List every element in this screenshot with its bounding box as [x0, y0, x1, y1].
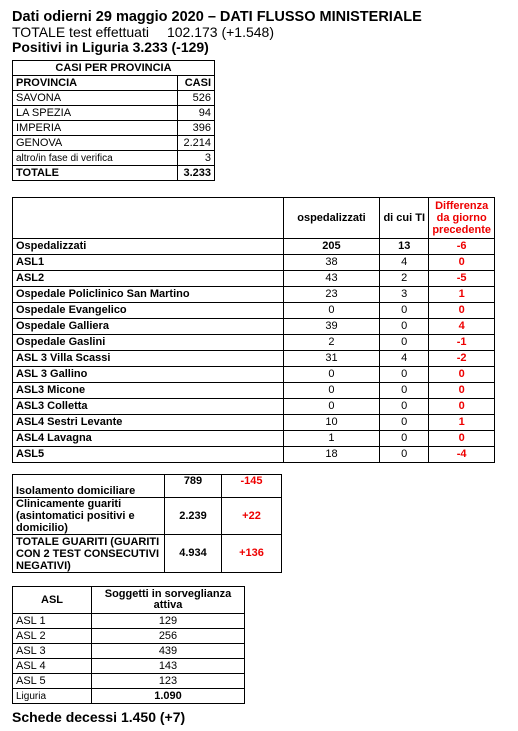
- hospitalized-value: 31: [283, 351, 379, 367]
- table-row: [13, 674, 245, 689]
- diff-value: 0: [429, 303, 495, 319]
- tests-value: 102.173 (+1.548): [166, 24, 274, 40]
- table-row: [13, 136, 215, 151]
- hospitalized-value: 1: [283, 431, 379, 447]
- icu-value: 0: [380, 383, 429, 399]
- diff-value: 4: [429, 319, 495, 335]
- province-name: altro/in fase di verifica: [13, 151, 178, 166]
- table-row-total: [13, 689, 245, 704]
- hospitalized-value: 205: [283, 239, 379, 255]
- hospitalized-value: 0: [283, 367, 379, 383]
- recovered-clinical-label: Clinicamente guariti (asintomatici positivi e domicilio): [13, 498, 165, 535]
- asl-name: ASL 2: [13, 629, 92, 644]
- table-row: [13, 91, 215, 106]
- hospital-name: ASL4 Lavagna: [13, 431, 284, 447]
- icu-value: 0: [380, 367, 429, 383]
- hospital-name-col-header: [13, 198, 284, 239]
- icu-col-header: di cui TI: [380, 198, 429, 239]
- hospital-name: Ospedalizzati: [13, 239, 284, 255]
- hospitalized-value: 39: [283, 319, 379, 335]
- hospitalized-value: 0: [283, 399, 379, 415]
- table-row: [13, 629, 245, 644]
- table-row: [13, 106, 215, 121]
- table-row: [13, 431, 495, 447]
- hospitalized-value: 0: [283, 383, 379, 399]
- diff-value: 0: [429, 399, 495, 415]
- hospital-table: [12, 197, 495, 463]
- province-cases: 3: [178, 151, 215, 166]
- positives-summary: Positivi in Liguria 3.233 (-129): [12, 39, 209, 55]
- hospitalized-value: 2: [283, 335, 379, 351]
- hospital-name: ASL 3 Villa Scassi: [13, 351, 284, 367]
- icu-value: 0: [380, 335, 429, 351]
- hospitalized-value: 18: [283, 447, 379, 463]
- table-row: [13, 287, 495, 303]
- tests-label: TOTALE test effettuati: [12, 24, 149, 40]
- table-row: [13, 319, 495, 335]
- page-title: Dati odierni 29 maggio 2020 – DATI FLUSSO MINISTERIALE: [12, 9, 422, 25]
- table-row: [13, 614, 245, 629]
- province-table: [12, 60, 215, 181]
- diff-value: 0: [429, 431, 495, 447]
- hospital-name: Ospedale Evangelico: [13, 303, 284, 319]
- isolation-diff: -145: [222, 475, 282, 498]
- table-row: [13, 151, 215, 166]
- table-row: [13, 659, 245, 674]
- recovered-clinical-value: 2.239: [165, 498, 222, 535]
- surveillance-col-header: Soggetti in sorveglianza attiva: [92, 587, 245, 614]
- table-row: [13, 383, 495, 399]
- icu-value: 2: [380, 271, 429, 287]
- diff-value: -1: [429, 335, 495, 351]
- province-cases: 526: [178, 91, 215, 106]
- table-row: [13, 121, 215, 136]
- hospital-name: ASL3 Colletta: [13, 399, 284, 415]
- diff-value: 0: [429, 383, 495, 399]
- hospital-name: ASL5: [13, 447, 284, 463]
- diff-value: 1: [429, 415, 495, 431]
- icu-value: 0: [380, 415, 429, 431]
- table-row: [13, 367, 495, 383]
- table-row: [13, 271, 495, 287]
- asl-name: ASL 3: [13, 644, 92, 659]
- table-row-total: [13, 166, 215, 181]
- table-row: [13, 351, 495, 367]
- diff-col-header: Differenza da giorno precedente: [429, 198, 495, 239]
- province-name: LA SPEZIA: [13, 106, 178, 121]
- diff-value: -2: [429, 351, 495, 367]
- hospital-name: ASL4 Sestri Levante: [13, 415, 284, 431]
- recovered-clinical-diff: +22: [222, 498, 282, 535]
- asl-value: 143: [92, 659, 245, 674]
- asl-col-header: ASL: [13, 587, 92, 614]
- table-row: [13, 447, 495, 463]
- diff-value: -4: [429, 447, 495, 463]
- hospital-name: Ospedale Policlinico San Martino: [13, 287, 284, 303]
- table-row: [13, 255, 495, 271]
- asl-value: 123: [92, 674, 245, 689]
- table-row: [13, 415, 495, 431]
- total-recovered-label: TOTALE GUARITI (GUARITI CON 2 TEST CONSECUTIVI NEGATIVI): [13, 535, 165, 573]
- icu-value: 0: [380, 399, 429, 415]
- surveillance-table: [12, 586, 245, 704]
- tests-summary: [12, 24, 274, 40]
- icu-value: 4: [380, 351, 429, 367]
- icu-value: 0: [380, 447, 429, 463]
- asl-value: 439: [92, 644, 245, 659]
- table-row: [13, 303, 495, 319]
- province-table-title: CASI PER PROVINCIA: [13, 61, 215, 76]
- asl-value: 129: [92, 614, 245, 629]
- icu-value: 3: [380, 287, 429, 303]
- deaths-summary: Schede decessi 1.450 (+7): [12, 709, 186, 725]
- total-recovered-diff: +136: [222, 535, 282, 573]
- diff-value: -5: [429, 271, 495, 287]
- province-total-value: 3.233: [178, 166, 215, 181]
- cases-col-header: CASI: [178, 76, 215, 91]
- diff-value: 0: [429, 367, 495, 383]
- asl-value: 256: [92, 629, 245, 644]
- icu-value: 4: [380, 255, 429, 271]
- hospital-name: Ospedale Galliera: [13, 319, 284, 335]
- diff-value: 0: [429, 255, 495, 271]
- table-row: [13, 535, 282, 573]
- hospital-name: ASL2: [13, 271, 284, 287]
- diff-value: -6: [429, 239, 495, 255]
- icu-value: 0: [380, 303, 429, 319]
- province-name: IMPERIA: [13, 121, 178, 136]
- table-row: [13, 239, 495, 255]
- hospital-name: ASL 3 Gallino: [13, 367, 284, 383]
- province-name: SAVONA: [13, 91, 178, 106]
- hospitalized-value: 23: [283, 287, 379, 303]
- hospital-name: Ospedale Gaslini: [13, 335, 284, 351]
- province-total-label: TOTALE: [13, 166, 178, 181]
- province-cases: 396: [178, 121, 215, 136]
- province-col-header: PROVINCIA: [13, 76, 178, 91]
- diff-value: 1: [429, 287, 495, 303]
- isolation-label: Isolamento domiciliare: [13, 475, 165, 498]
- province-name: GENOVA: [13, 136, 178, 151]
- province-cases: 2.214: [178, 136, 215, 151]
- asl-name: ASL 4: [13, 659, 92, 674]
- asl-name: ASL 5: [13, 674, 92, 689]
- hospital-name: ASL1: [13, 255, 284, 271]
- hospitalized-col-header: ospedalizzati: [283, 198, 379, 239]
- total-recovered-value: 4.934: [165, 535, 222, 573]
- asl-name: ASL 1: [13, 614, 92, 629]
- asl-total-label: Liguria: [13, 689, 92, 704]
- hospitalized-value: 38: [283, 255, 379, 271]
- isolation-value: 789: [165, 475, 222, 498]
- asl-total-value: 1.090: [92, 689, 245, 704]
- table-row: [13, 475, 282, 498]
- icu-value: 0: [380, 431, 429, 447]
- table-row: [13, 335, 495, 351]
- table-row: [13, 399, 495, 415]
- icu-value: 0: [380, 319, 429, 335]
- hospitalized-value: 43: [283, 271, 379, 287]
- hospital-name: ASL3 Micone: [13, 383, 284, 399]
- isolation-table: [12, 474, 282, 573]
- province-cases: 94: [178, 106, 215, 121]
- hospitalized-value: 10: [283, 415, 379, 431]
- icu-value: 13: [380, 239, 429, 255]
- table-row: [13, 498, 282, 535]
- table-row: [13, 644, 245, 659]
- hospitalized-value: 0: [283, 303, 379, 319]
